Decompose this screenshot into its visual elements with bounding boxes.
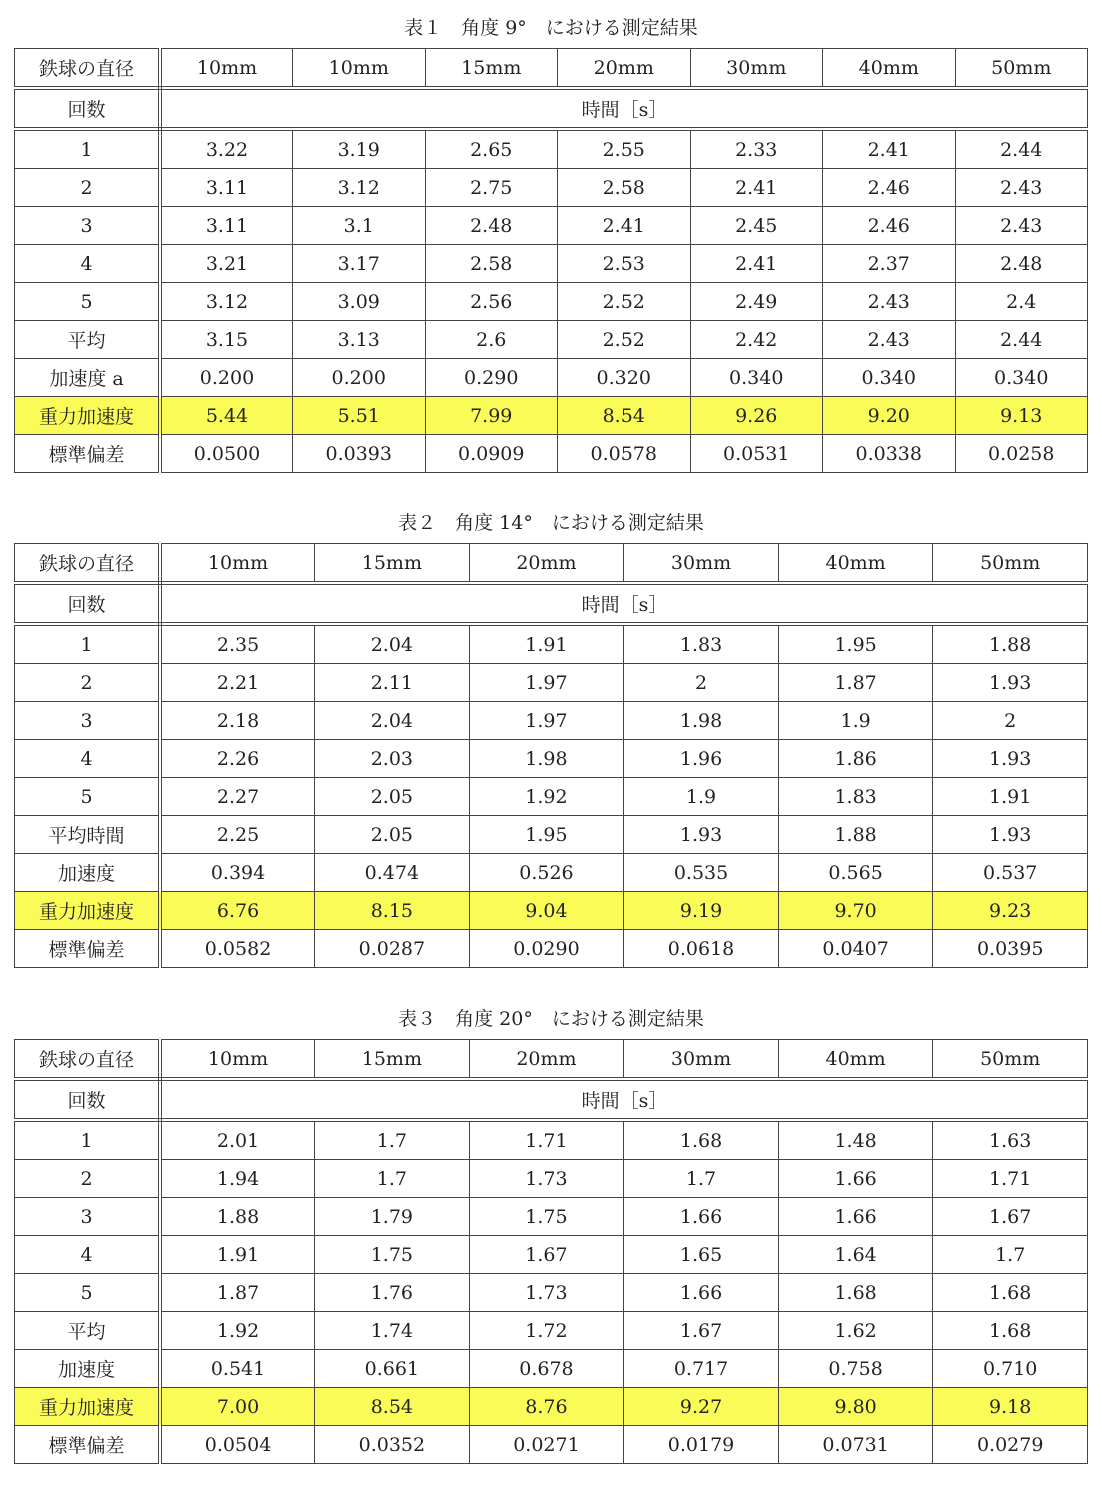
table-block-1 xyxy=(14,8,1088,473)
table-cell: 1.91 xyxy=(933,778,1088,816)
table-row xyxy=(15,1388,1088,1426)
table-cell: 2.41 xyxy=(823,129,956,169)
table-cell: 1.7 xyxy=(315,1160,470,1198)
table-row xyxy=(15,702,1088,740)
table-cell: 0.661 xyxy=(315,1350,470,1388)
column-header: 15mm xyxy=(315,544,470,584)
table-cell: 3.21 xyxy=(160,245,293,283)
table-cell: 6.76 xyxy=(160,892,315,930)
table-row xyxy=(15,1274,1088,1312)
table-cell: 0.537 xyxy=(933,854,1088,892)
row-label: 重力加速度 xyxy=(15,1388,161,1426)
column-header: 20mm xyxy=(558,49,691,89)
table-cell: 0.340 xyxy=(823,359,956,397)
row-label: 標準偏差 xyxy=(15,1426,161,1464)
table-block-2 xyxy=(14,503,1088,968)
table-cell: 1.95 xyxy=(469,816,624,854)
table-cell: 2.41 xyxy=(690,169,823,207)
table-cell: 2.43 xyxy=(823,321,956,359)
table-row xyxy=(15,624,1088,664)
table-cell: 1.71 xyxy=(933,1160,1088,1198)
table-cell: 0.0393 xyxy=(293,435,426,473)
count-row xyxy=(15,88,1088,129)
table-cell: 5.44 xyxy=(160,397,293,435)
header-row xyxy=(15,1040,1088,1080)
table-cell: 0.394 xyxy=(160,854,315,892)
table-cell: 3.09 xyxy=(293,283,426,321)
table-cell: 1.65 xyxy=(624,1236,779,1274)
table-cell: 0.0578 xyxy=(558,435,691,473)
header-label: 鉄球の直径 xyxy=(15,49,161,89)
table-cell: 1.88 xyxy=(778,816,933,854)
table-cell: 2.44 xyxy=(955,129,1088,169)
column-header: 30mm xyxy=(690,49,823,89)
table-cell: 1.94 xyxy=(160,1160,315,1198)
results-table xyxy=(14,48,1088,473)
table-cell: 1.93 xyxy=(933,664,1088,702)
table-cell: 2.48 xyxy=(955,245,1088,283)
table-cell: 1.7 xyxy=(933,1236,1088,1274)
table-cell: 0.320 xyxy=(558,359,691,397)
table-cell: 0.0407 xyxy=(778,930,933,968)
table-cell: 0.710 xyxy=(933,1350,1088,1388)
row-label: 5 xyxy=(15,283,161,321)
table-cell: 1.93 xyxy=(933,740,1088,778)
row-label: 標準偏差 xyxy=(15,930,161,968)
row-label: 加速度 xyxy=(15,1350,161,1388)
table-row xyxy=(15,816,1088,854)
row-label: 標準偏差 xyxy=(15,435,161,473)
table-cell: 0.0618 xyxy=(624,930,779,968)
row-label: 5 xyxy=(15,778,161,816)
table-cell: 2.58 xyxy=(558,169,691,207)
table-cell: 2.46 xyxy=(823,207,956,245)
table-cell: 1.48 xyxy=(778,1120,933,1160)
table-cell: 2.75 xyxy=(425,169,558,207)
table-row xyxy=(15,1312,1088,1350)
table-cell: 2 xyxy=(624,664,779,702)
table-row xyxy=(15,435,1088,473)
column-header: 10mm xyxy=(293,49,426,89)
table-cell: 1.86 xyxy=(778,740,933,778)
table-cell: 7.00 xyxy=(160,1388,315,1426)
table-cell: 1.7 xyxy=(624,1160,779,1198)
table-cell: 8.54 xyxy=(558,397,691,435)
table-cell: 9.18 xyxy=(933,1388,1088,1426)
table-cell: 1.98 xyxy=(469,740,624,778)
table-row xyxy=(15,854,1088,892)
table-row xyxy=(15,1426,1088,1464)
table-cell: 2.56 xyxy=(425,283,558,321)
count-row xyxy=(15,1079,1088,1120)
table-cell: 0.0531 xyxy=(690,435,823,473)
table-cell: 2.52 xyxy=(558,321,691,359)
table-cell: 2.03 xyxy=(315,740,470,778)
table-cell: 1.91 xyxy=(160,1236,315,1274)
table-cell: 2.58 xyxy=(425,245,558,283)
table-cell: 2.41 xyxy=(690,245,823,283)
table-cell: 1.73 xyxy=(469,1160,624,1198)
table-cell: 8.15 xyxy=(315,892,470,930)
table-cell: 1.64 xyxy=(778,1236,933,1274)
table-cell: 2.48 xyxy=(425,207,558,245)
table-cell: 2.45 xyxy=(690,207,823,245)
table-cell: 9.70 xyxy=(778,892,933,930)
table-cell: 1.68 xyxy=(624,1120,779,1160)
table-row xyxy=(15,359,1088,397)
table-cell: 1.67 xyxy=(624,1312,779,1350)
row-label: 3 xyxy=(15,1198,161,1236)
table-cell: 1.72 xyxy=(469,1312,624,1350)
table-row xyxy=(15,892,1088,930)
column-header: 40mm xyxy=(778,544,933,584)
table-cell: 8.54 xyxy=(315,1388,470,1426)
table-cell: 2.55 xyxy=(558,129,691,169)
table-cell: 2.49 xyxy=(690,283,823,321)
table-cell: 2.25 xyxy=(160,816,315,854)
column-header: 50mm xyxy=(933,1040,1088,1080)
table-cell: 1.63 xyxy=(933,1120,1088,1160)
table-cell: 1.68 xyxy=(933,1274,1088,1312)
table-row xyxy=(15,1198,1088,1236)
table-cell: 9.20 xyxy=(823,397,956,435)
table-cell: 0.200 xyxy=(160,359,293,397)
table-cell: 1.96 xyxy=(624,740,779,778)
time-unit-label: 時間［s］ xyxy=(160,583,1088,624)
table-cell: 1.91 xyxy=(469,624,624,664)
table-cell: 1.7 xyxy=(315,1120,470,1160)
table-cell: 2.4 xyxy=(955,283,1088,321)
table-cell: 1.93 xyxy=(933,816,1088,854)
table-cell: 3.22 xyxy=(160,129,293,169)
row-label: 加速度 a xyxy=(15,359,161,397)
table-cell: 0.758 xyxy=(778,1350,933,1388)
row-label: 2 xyxy=(15,1160,161,1198)
table-cell: 3.1 xyxy=(293,207,426,245)
table-cell: 1.88 xyxy=(160,1198,315,1236)
table-cell: 1.95 xyxy=(778,624,933,664)
column-header: 15mm xyxy=(315,1040,470,1080)
count-label: 回数 xyxy=(15,583,161,624)
table-cell: 1.79 xyxy=(315,1198,470,1236)
table-cell: 0.0338 xyxy=(823,435,956,473)
header-label: 鉄球の直径 xyxy=(15,544,161,584)
table-cell: 2.35 xyxy=(160,624,315,664)
column-header: 20mm xyxy=(469,544,624,584)
column-header: 50mm xyxy=(933,544,1088,584)
table-cell: 2.01 xyxy=(160,1120,315,1160)
row-label: 2 xyxy=(15,169,161,207)
table-cell: 1.74 xyxy=(315,1312,470,1350)
table-cell: 9.26 xyxy=(690,397,823,435)
table-cell: 2.27 xyxy=(160,778,315,816)
table-cell: 1.9 xyxy=(624,778,779,816)
table-cell: 1.97 xyxy=(469,664,624,702)
row-label: 1 xyxy=(15,129,161,169)
header-row xyxy=(15,544,1088,584)
table-cell: 2.46 xyxy=(823,169,956,207)
column-header: 15mm xyxy=(425,49,558,89)
row-label: 4 xyxy=(15,1236,161,1274)
table-caption: 表１ 角度 9° における測定結果 xyxy=(404,17,698,39)
table-cell: 0.0395 xyxy=(933,930,1088,968)
table-row xyxy=(15,664,1088,702)
table-cell: 2.42 xyxy=(690,321,823,359)
table-cell: 0.340 xyxy=(955,359,1088,397)
table-cell: 0.0352 xyxy=(315,1426,470,1464)
table-row xyxy=(15,1160,1088,1198)
table-cell: 7.99 xyxy=(425,397,558,435)
table-cell: 0.0909 xyxy=(425,435,558,473)
table-row xyxy=(15,930,1088,968)
table-cell: 9.80 xyxy=(778,1388,933,1426)
table-row xyxy=(15,321,1088,359)
row-label: 重力加速度 xyxy=(15,892,161,930)
table-cell: 3.15 xyxy=(160,321,293,359)
table-caption: 表３ 角度 20° における測定結果 xyxy=(398,1008,704,1030)
count-label: 回数 xyxy=(15,1079,161,1120)
row-label: 加速度 xyxy=(15,854,161,892)
column-header: 30mm xyxy=(624,544,779,584)
table-cell: 2.21 xyxy=(160,664,315,702)
table-cell: 2.43 xyxy=(955,207,1088,245)
table-row xyxy=(15,1236,1088,1274)
column-header: 10mm xyxy=(160,544,315,584)
table-cell: 1.73 xyxy=(469,1274,624,1312)
table-row xyxy=(15,129,1088,169)
table-cell: 2.43 xyxy=(955,169,1088,207)
table-cell: 2.44 xyxy=(955,321,1088,359)
table-cell: 2.05 xyxy=(315,778,470,816)
column-header: 10mm xyxy=(160,1040,315,1080)
table-cell: 9.13 xyxy=(955,397,1088,435)
table-cell: 2.33 xyxy=(690,129,823,169)
results-table xyxy=(14,1039,1088,1464)
table-cell: 9.19 xyxy=(624,892,779,930)
row-label: 5 xyxy=(15,1274,161,1312)
header-row xyxy=(15,49,1088,89)
table-cell: 1.9 xyxy=(778,702,933,740)
table-cell: 2.53 xyxy=(558,245,691,283)
table-cell: 5.51 xyxy=(293,397,426,435)
table-cell: 0.200 xyxy=(293,359,426,397)
table-cell: 0.0258 xyxy=(955,435,1088,473)
table-cell: 1.83 xyxy=(624,624,779,664)
table-cell: 9.27 xyxy=(624,1388,779,1426)
table-cell: 0.0179 xyxy=(624,1426,779,1464)
table-cell: 0.0271 xyxy=(469,1426,624,1464)
table-row xyxy=(15,397,1088,435)
table-row xyxy=(15,1120,1088,1160)
row-label: 平均 xyxy=(15,1312,161,1350)
table-cell: 1.68 xyxy=(778,1274,933,1312)
table-cell: 1.62 xyxy=(778,1312,933,1350)
table-cell: 1.75 xyxy=(315,1236,470,1274)
table-row xyxy=(15,207,1088,245)
table-cell: 2.52 xyxy=(558,283,691,321)
table-cell: 2.41 xyxy=(558,207,691,245)
row-label: 3 xyxy=(15,702,161,740)
table-cell: 0.0582 xyxy=(160,930,315,968)
table-cell: 0.0731 xyxy=(778,1426,933,1464)
table-cell: 1.92 xyxy=(160,1312,315,1350)
table-row xyxy=(15,169,1088,207)
table-cell: 0.340 xyxy=(690,359,823,397)
table-row xyxy=(15,778,1088,816)
table-cell: 0.0504 xyxy=(160,1426,315,1464)
table-cell: 1.98 xyxy=(624,702,779,740)
table-cell: 2.26 xyxy=(160,740,315,778)
time-unit-label: 時間［s］ xyxy=(160,88,1088,129)
table-cell: 1.66 xyxy=(624,1274,779,1312)
table-cell: 0.474 xyxy=(315,854,470,892)
table-cell: 3.12 xyxy=(293,169,426,207)
table-cell: 3.11 xyxy=(160,207,293,245)
table-cell: 2.05 xyxy=(315,816,470,854)
table-cell: 1.66 xyxy=(778,1198,933,1236)
table-cell: 1.68 xyxy=(933,1312,1088,1350)
table-cell: 2.43 xyxy=(823,283,956,321)
table-cell: 0.0290 xyxy=(469,930,624,968)
column-header: 50mm xyxy=(955,49,1088,89)
table-cell: 3.12 xyxy=(160,283,293,321)
table-cell: 2.37 xyxy=(823,245,956,283)
table-cell: 0.0287 xyxy=(315,930,470,968)
table-cell: 1.66 xyxy=(778,1160,933,1198)
table-cell: 1.87 xyxy=(160,1274,315,1312)
table-block-3 xyxy=(14,999,1088,1464)
table-cell: 3.19 xyxy=(293,129,426,169)
table-cell: 0.535 xyxy=(624,854,779,892)
row-label: 2 xyxy=(15,664,161,702)
row-label: 平均時間 xyxy=(15,816,161,854)
table-cell: 2.65 xyxy=(425,129,558,169)
table-row xyxy=(15,740,1088,778)
table-row xyxy=(15,283,1088,321)
table-cell: 1.92 xyxy=(469,778,624,816)
table-cell: 2.04 xyxy=(315,702,470,740)
row-label: 1 xyxy=(15,624,161,664)
column-header: 40mm xyxy=(778,1040,933,1080)
table-cell: 3.11 xyxy=(160,169,293,207)
count-label: 回数 xyxy=(15,88,161,129)
row-label: 重力加速度 xyxy=(15,397,161,435)
row-label: 1 xyxy=(15,1120,161,1160)
table-cell: 3.17 xyxy=(293,245,426,283)
row-label: 3 xyxy=(15,207,161,245)
table-cell: 2 xyxy=(933,702,1088,740)
table-cell: 9.23 xyxy=(933,892,1088,930)
column-header: 40mm xyxy=(823,49,956,89)
table-cell: 0.0279 xyxy=(933,1426,1088,1464)
table-cell: 1.93 xyxy=(624,816,779,854)
table-cell: 1.87 xyxy=(778,664,933,702)
table-cell: 9.04 xyxy=(469,892,624,930)
table-cell: 0.526 xyxy=(469,854,624,892)
header-label: 鉄球の直径 xyxy=(15,1040,161,1080)
table-cell: 0.565 xyxy=(778,854,933,892)
table-cell: 2.11 xyxy=(315,664,470,702)
table-cell: 1.97 xyxy=(469,702,624,740)
table-cell: 8.76 xyxy=(469,1388,624,1426)
table-cell: 1.66 xyxy=(624,1198,779,1236)
results-table xyxy=(14,543,1088,968)
table-cell: 2.04 xyxy=(315,624,470,664)
table-cell: 2.18 xyxy=(160,702,315,740)
table-cell: 0.541 xyxy=(160,1350,315,1388)
table-cell: 2.6 xyxy=(425,321,558,359)
table-cell: 0.290 xyxy=(425,359,558,397)
row-label: 平均 xyxy=(15,321,161,359)
row-label: 4 xyxy=(15,245,161,283)
table-cell: 1.75 xyxy=(469,1198,624,1236)
count-row xyxy=(15,583,1088,624)
table-cell: 1.83 xyxy=(778,778,933,816)
table-cell: 0.717 xyxy=(624,1350,779,1388)
table-cell: 1.67 xyxy=(469,1236,624,1274)
table-caption: 表２ 角度 14° における測定結果 xyxy=(398,512,704,534)
table-row xyxy=(15,1350,1088,1388)
column-header: 30mm xyxy=(624,1040,779,1080)
table-cell: 0.678 xyxy=(469,1350,624,1388)
time-unit-label: 時間［s］ xyxy=(160,1079,1088,1120)
table-cell: 1.71 xyxy=(469,1120,624,1160)
table-cell: 1.76 xyxy=(315,1274,470,1312)
table-cell: 3.13 xyxy=(293,321,426,359)
column-header: 10mm xyxy=(160,49,293,89)
column-header: 20mm xyxy=(469,1040,624,1080)
table-row xyxy=(15,245,1088,283)
table-cell: 1.67 xyxy=(933,1198,1088,1236)
table-cell: 0.0500 xyxy=(160,435,293,473)
row-label: 4 xyxy=(15,740,161,778)
table-cell: 1.88 xyxy=(933,624,1088,664)
